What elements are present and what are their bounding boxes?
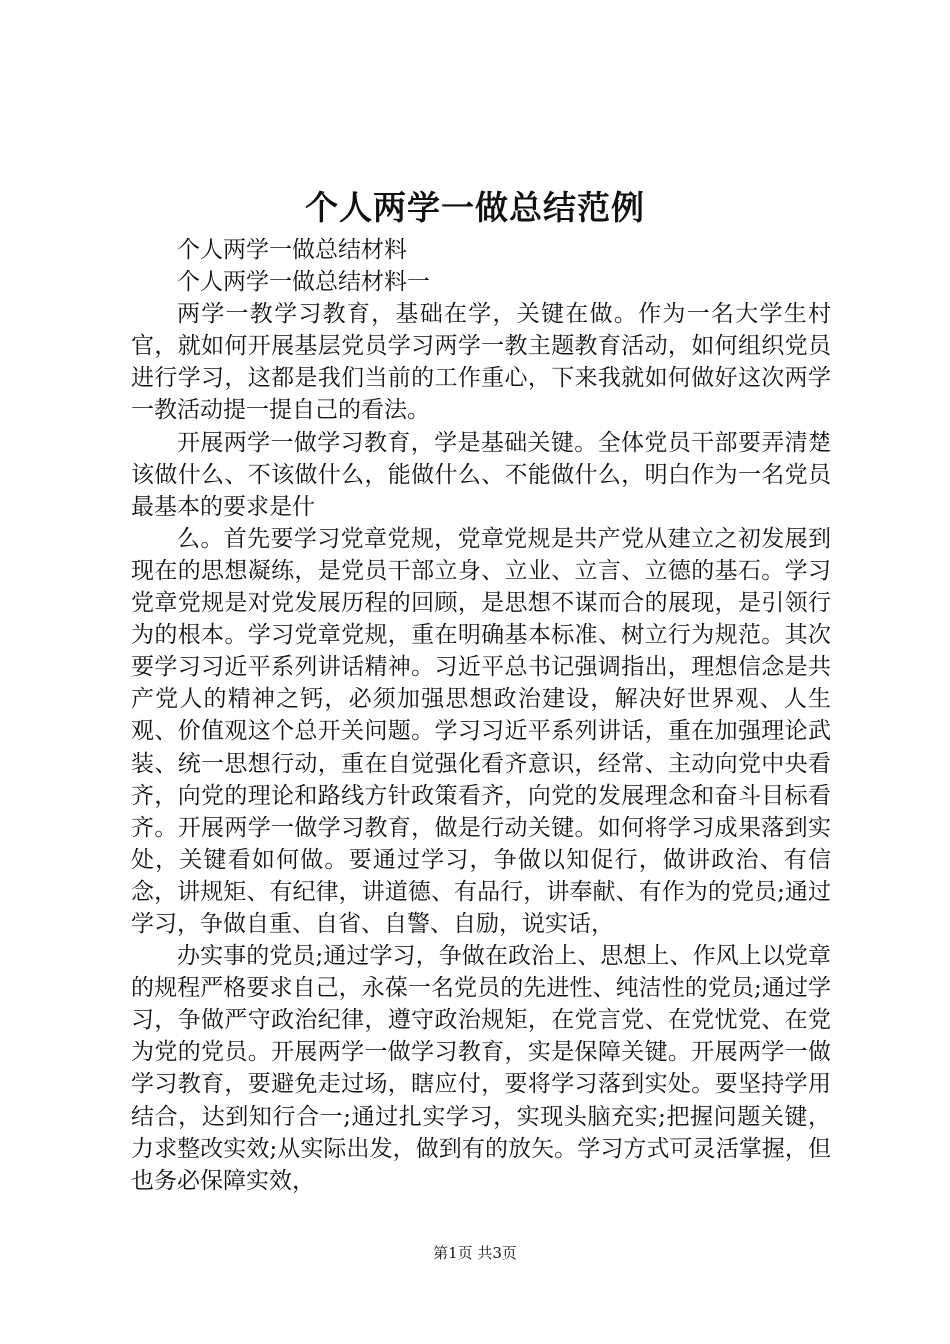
paragraph-study-content: 么。首先要学习党章党规，党章党规是共产党从建立之初发展到现在的思想凝练，是党员干部立身、立业、立言、立德的基石。学习党章党规是对党发展历程的回顾，是思想不谋而合的展现，是引领行为的根本。学习党章党规，重在明确基本标准、树立行为规范。其次要学习习近平系列讲话精神。习近平总书记强调指出，理想信念是共产党人的精神之钙，必须加强思想政治建设，解决好世界观、人生观、价值观这个总开关问题。学习习近平系列讲话，重在加强理论武装、统一思想行动，重在自觉强化看齐意识，经常、主动向党中央看齐，向党的理论和路线方针政策看齐，向党的发展理念和奋斗目标看齐。开展两学一做学习教育，做是行动关键。如何将学习成果落到实处，关键看如何做。要通过学习，争做以知促行，做讲政治、有信念，讲规矩、有纪律，讲道德、有品行，讲奉献、有作为的党员;通过学习，争做自重、自省、自警、自励，说实话， — [131, 525, 831, 937]
paragraph-study-basis: 开展两学一做学习教育，学是基础关键。全体党员干部要弄清楚该做什么、不该做什么，能做什么、不能做什么，明白作为一名党员最基本的要求是什 — [131, 429, 831, 520]
document-title: 个人两学一做总结范例 — [305, 188, 645, 227]
paragraph-practice: 办实事的党员;通过学习，争做在政治上、思想上、作风上以党章的规程严格要求自己，永葆一名党员的先进性、纯洁性的党员;通过学习，争做严守政治纪律，遵守政治规矩，在党言党、在党忧党、在党为党的党员。开展两学一做学习教育，实是保障关键。开展两学一做学习教育，要避免走过场，瞎应付，要将学习落到实处。要坚持学用结合，达到知行合一;通过扎实学习，实现头脑充实;把握问题关键，力求整改实效;从实际出发，做到有的放矢。学习方式可灵活掌握，但也务必保障实效， — [131, 943, 831, 1194]
paragraph-subtitle: 个人两学一做总结材料 — [177, 237, 407, 263]
page-footer: 第1页 共3页 — [433, 1244, 517, 1262]
paragraph-section-heading: 个人两学一做总结材料一 — [177, 269, 430, 296]
paragraph-intro: 两学一教学习教育，基础在学，关键在做。作为一名大学生村官，就如何开展基层党员学习两学一教主题教育活动，如何组织党员进行学习，这都是我们当前的工作重心，下来我就如何做好这次两学一教活动提一提自己的看法。 — [131, 301, 831, 424]
document-body — [131, 234, 831, 1197]
